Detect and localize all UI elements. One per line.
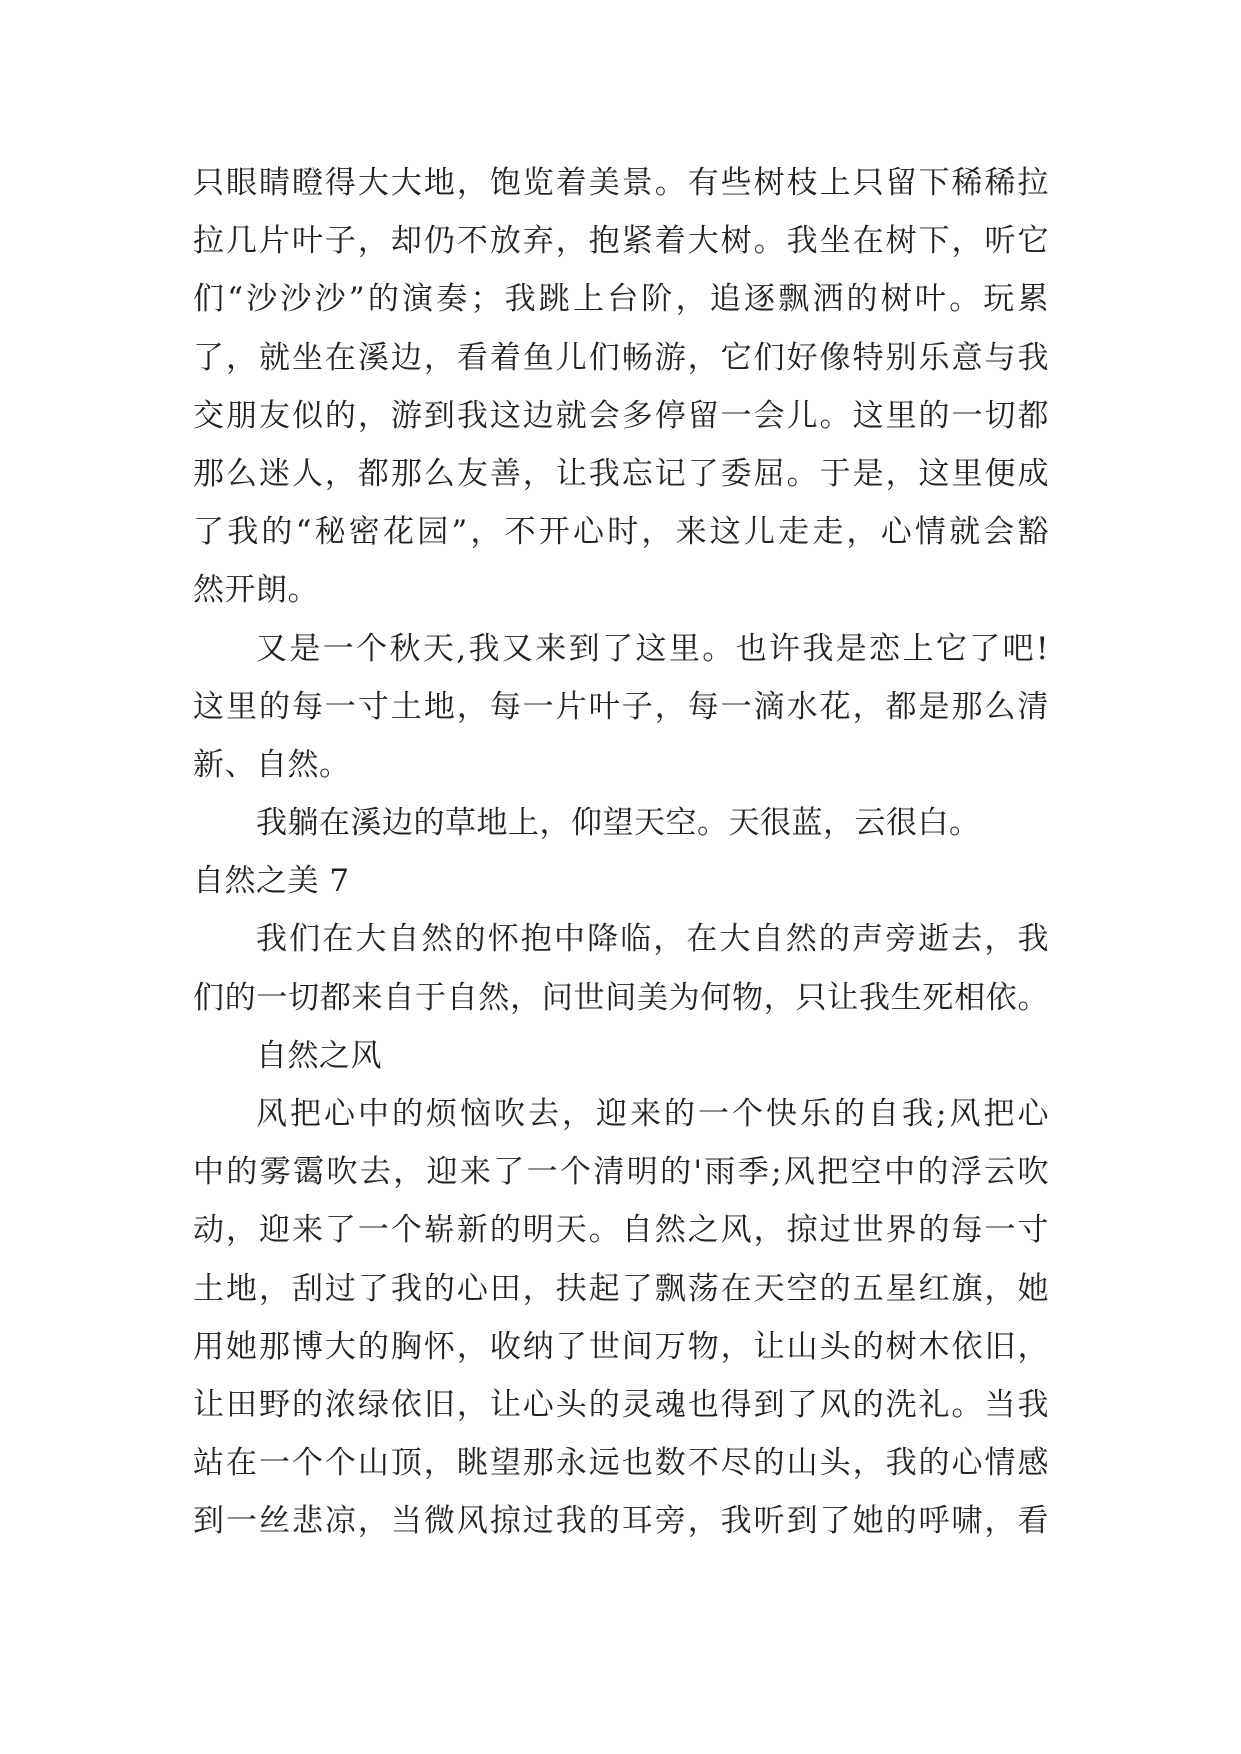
text-line: 我躺在溪边的草地上，仰望天空。天很蓝，云很白。 [256,805,981,842]
subsection-title: 自然之风 [256,1037,382,1074]
text-line: 这里的每一寸土地，每一片叶子，每一滴水花，都是那么清 [193,688,1049,725]
text-line: 了我的“秘密花园”，不开心时，来这儿走走，心情就会豁 [193,514,1049,551]
text-line: 又是一个秋天,我又来到了这里。也许我是恋上它了吧! [256,630,1049,667]
body-text [193,154,1049,1551]
text-line: 土地，刮过了我的心田，扶起了飘荡在天空的五星红旗，她 [193,1270,1049,1307]
text-line: 只眼睛瞪得大大地，饱览着美景。有些树枝上只留下稀稀拉 [193,165,1049,201]
text-line: 中的雾霭吹去，迎来了一个清明的'雨季;风把空中的浮云吹 [193,1154,1049,1191]
text-line: 动，迎来了一个崭新的明天。自然之风，掠过世界的每一寸 [193,1212,1049,1249]
section-title: 自然之美 7 [193,863,350,900]
text-line: 然开朗。 [193,572,319,609]
text-line: 拉几片叶子，却仍不放弃，抱紧着大树。我坐在树下，听它 [193,223,1049,260]
text-line: 风把心中的烦恼吹去，迎来的一个快乐的自我;风把心 [256,1096,1049,1132]
text-line: 到一丝悲凉，当微风掠过我的耳旁，我听到了她的呼啸，看 [193,1503,1049,1540]
text-line: 们“沙沙沙”的演奏；我跳上台阶，追逐飘洒的树叶。玩累 [193,281,1049,318]
text-line: 用她那博大的胸怀，收纳了世间万物，让山头的树木依旧， [193,1328,1049,1365]
text-line: 们的一切都来自于自然，问世间美为何物，只让我生死相依。 [193,979,1049,1016]
text-line: 那么迷人，都那么友善，让我忘记了委屈。于是，这里便成 [193,455,1049,492]
text-line: 新、自然。 [193,746,351,783]
text-line: 站在一个个山顶，眺望那永远也数不尽的山头，我的心情感 [193,1445,1049,1482]
text-line: 我们在大自然的怀抱中降临，在大自然的声旁逝去，我 [256,921,1049,958]
text-line: 让田野的浓绿依旧，让心头的灵魂也得到了风的洗礼。当我 [193,1386,1049,1423]
text-line: 交朋友似的，游到我这边就会多停留一会儿。这里的一切都 [193,397,1049,434]
text-line: 了，就坐在溪边，看着鱼儿们畅游，它们好像特别乐意与我 [193,339,1049,376]
